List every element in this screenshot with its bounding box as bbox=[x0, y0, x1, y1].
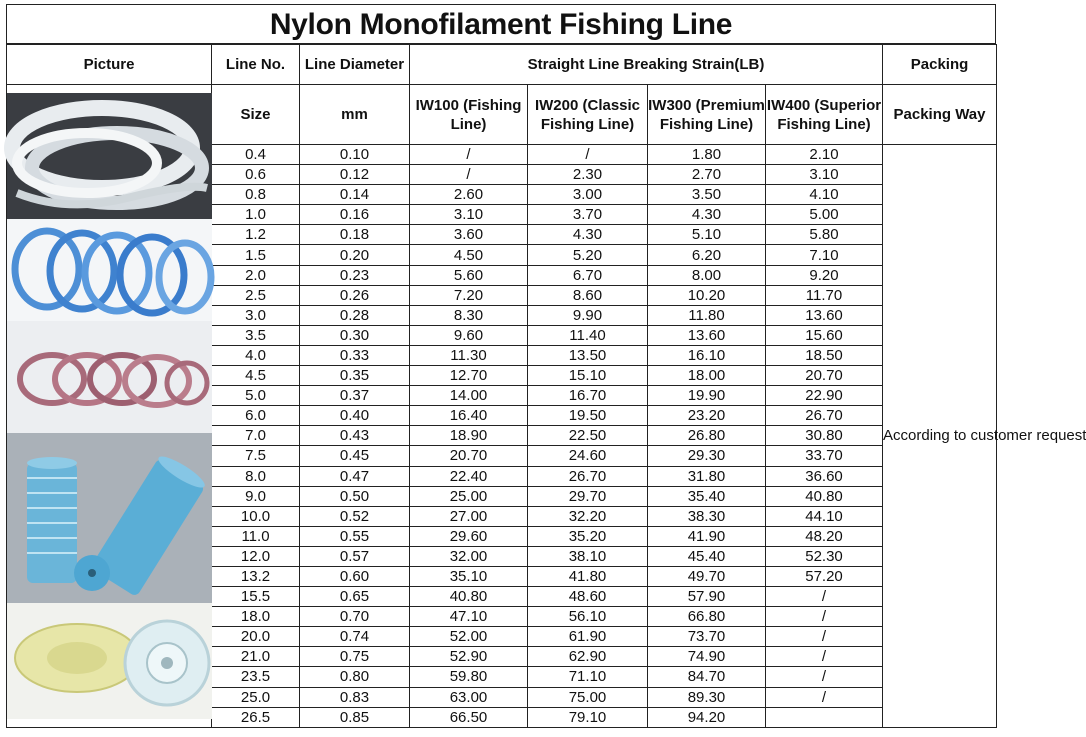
header-size: Size bbox=[212, 85, 300, 145]
size-cell: 1.0 bbox=[212, 205, 300, 225]
iw100-cell: 11.30 bbox=[410, 345, 528, 365]
iw400-cell: 57.20 bbox=[766, 566, 883, 586]
iw300-cell: 4.30 bbox=[648, 205, 766, 225]
diameter-cell: 0.18 bbox=[300, 225, 410, 245]
header-packing: Packing bbox=[883, 45, 997, 85]
iw100-cell: 4.50 bbox=[410, 245, 528, 265]
diameter-cell: 0.47 bbox=[300, 466, 410, 486]
iw400-cell: 20.70 bbox=[766, 366, 883, 386]
iw300-cell: 3.50 bbox=[648, 185, 766, 205]
iw400-cell: 7.10 bbox=[766, 245, 883, 265]
page-title: Nylon Monofilament Fishing Line bbox=[6, 4, 996, 44]
size-cell: 2.0 bbox=[212, 265, 300, 285]
iw400-cell: / bbox=[766, 587, 883, 607]
iw300-cell: 26.80 bbox=[648, 426, 766, 446]
size-cell: 15.5 bbox=[212, 587, 300, 607]
blue-spools-photo bbox=[7, 433, 212, 603]
iw200-cell: 4.30 bbox=[528, 225, 648, 245]
iw300-cell: 11.80 bbox=[648, 305, 766, 325]
diameter-cell: 0.28 bbox=[300, 305, 410, 325]
header-line-no: Line No. bbox=[212, 45, 300, 85]
iw400-cell: 48.20 bbox=[766, 526, 883, 546]
header-picture: Picture bbox=[7, 45, 212, 85]
iw100-cell: 63.00 bbox=[410, 687, 528, 707]
diameter-cell: 0.26 bbox=[300, 285, 410, 305]
diameter-cell: 0.23 bbox=[300, 265, 410, 285]
size-cell: 13.2 bbox=[212, 566, 300, 586]
iw400-cell: 18.50 bbox=[766, 345, 883, 365]
size-cell: 2.5 bbox=[212, 285, 300, 305]
header-mm: mm bbox=[300, 85, 410, 145]
iw100-cell: 3.60 bbox=[410, 225, 528, 245]
iw300-cell: 31.80 bbox=[648, 466, 766, 486]
iw200-cell: 35.20 bbox=[528, 526, 648, 546]
iw100-cell: 40.80 bbox=[410, 587, 528, 607]
iw200-cell: 26.70 bbox=[528, 466, 648, 486]
iw200-cell: 9.90 bbox=[528, 305, 648, 325]
iw100-cell: 29.60 bbox=[410, 526, 528, 546]
iw100-cell: / bbox=[410, 145, 528, 165]
iw400-cell: 5.00 bbox=[766, 205, 883, 225]
iw300-cell: 10.20 bbox=[648, 285, 766, 305]
size-cell: 20.0 bbox=[212, 627, 300, 647]
iw100-cell: 7.20 bbox=[410, 285, 528, 305]
iw100-cell: 22.40 bbox=[410, 466, 528, 486]
iw400-cell: 11.70 bbox=[766, 285, 883, 305]
iw300-cell: 89.30 bbox=[648, 687, 766, 707]
iw200-cell: 6.70 bbox=[528, 265, 648, 285]
iw200-cell: 3.00 bbox=[528, 185, 648, 205]
iw100-cell: 47.10 bbox=[410, 607, 528, 627]
iw400-cell: 13.60 bbox=[766, 305, 883, 325]
iw100-cell: 9.60 bbox=[410, 325, 528, 345]
iw300-cell: 41.90 bbox=[648, 526, 766, 546]
iw200-cell: 22.50 bbox=[528, 426, 648, 446]
iw200-cell: 61.90 bbox=[528, 627, 648, 647]
iw400-cell: 9.20 bbox=[766, 265, 883, 285]
diameter-cell: 0.35 bbox=[300, 366, 410, 386]
iw400-cell: 52.30 bbox=[766, 546, 883, 566]
size-cell: 0.4 bbox=[212, 145, 300, 165]
iw300-cell: 2.70 bbox=[648, 165, 766, 185]
iw200-cell: 16.70 bbox=[528, 386, 648, 406]
iw200-cell: 2.30 bbox=[528, 165, 648, 185]
iw300-cell: 74.90 bbox=[648, 647, 766, 667]
size-cell: 3.0 bbox=[212, 305, 300, 325]
iw200-cell: 62.90 bbox=[528, 647, 648, 667]
iw200-cell: 5.20 bbox=[528, 245, 648, 265]
diameter-cell: 0.20 bbox=[300, 245, 410, 265]
iw400-cell: / bbox=[766, 627, 883, 647]
iw300-cell: 66.80 bbox=[648, 607, 766, 627]
iw300-cell: 84.70 bbox=[648, 667, 766, 687]
packing-note-cell bbox=[883, 145, 1086, 728]
iw200-cell: 8.60 bbox=[528, 285, 648, 305]
size-cell: 7.0 bbox=[212, 426, 300, 446]
header-iw300: IW300 (Premium Fishing Line) bbox=[648, 85, 766, 145]
size-cell: 6.0 bbox=[212, 406, 300, 426]
iw400-cell: 22.90 bbox=[766, 386, 883, 406]
diameter-cell: 0.60 bbox=[300, 566, 410, 586]
iw200-cell: 41.80 bbox=[528, 566, 648, 586]
iw400-cell: 3.10 bbox=[766, 165, 883, 185]
iw400-cell: 36.60 bbox=[766, 466, 883, 486]
product-pictures bbox=[7, 85, 212, 728]
size-cell: 8.0 bbox=[212, 466, 300, 486]
iw100-cell: / bbox=[410, 165, 528, 185]
iw300-cell: 1.80 bbox=[648, 145, 766, 165]
iw100-cell: 2.60 bbox=[410, 185, 528, 205]
size-cell: 18.0 bbox=[212, 607, 300, 627]
header-iw400: IW400 (Superior Fishing Line) bbox=[766, 85, 883, 145]
size-cell: 3.5 bbox=[212, 325, 300, 345]
diameter-cell: 0.43 bbox=[300, 426, 410, 446]
header-breaking-strain: Straight Line Breaking Strain(LB) bbox=[410, 45, 883, 85]
diameter-cell: 0.57 bbox=[300, 546, 410, 566]
iw100-cell: 35.10 bbox=[410, 566, 528, 586]
iw200-cell: 19.50 bbox=[528, 406, 648, 426]
diameter-cell: 0.45 bbox=[300, 446, 410, 466]
diameter-cell: 0.14 bbox=[300, 185, 410, 205]
iw100-cell: 25.00 bbox=[410, 486, 528, 506]
iw300-cell: 49.70 bbox=[648, 566, 766, 586]
diameter-cell: 0.12 bbox=[300, 165, 410, 185]
header-packing-way: Packing Way bbox=[883, 85, 997, 145]
iw400-cell bbox=[766, 707, 883, 727]
size-cell: 4.0 bbox=[212, 345, 300, 365]
header-row-1 bbox=[7, 45, 997, 85]
diameter-cell: 0.50 bbox=[300, 486, 410, 506]
iw200-cell: 56.10 bbox=[528, 607, 648, 627]
size-cell: 4.5 bbox=[212, 366, 300, 386]
iw100-cell: 3.10 bbox=[410, 205, 528, 225]
diameter-cell: 0.37 bbox=[300, 386, 410, 406]
white-coiled-line-photo bbox=[7, 93, 212, 219]
header-iw100: IW100 (Fishing Line) bbox=[410, 85, 528, 145]
iw100-cell: 14.00 bbox=[410, 386, 528, 406]
iw200-cell: 48.60 bbox=[528, 587, 648, 607]
size-cell: 23.5 bbox=[212, 667, 300, 687]
diameter-cell: 0.10 bbox=[300, 145, 410, 165]
iw400-cell: 5.80 bbox=[766, 225, 883, 245]
diameter-cell: 0.16 bbox=[300, 205, 410, 225]
iw100-cell: 12.70 bbox=[410, 366, 528, 386]
iw100-cell: 52.00 bbox=[410, 627, 528, 647]
iw300-cell: 19.90 bbox=[648, 386, 766, 406]
iw400-cell: 26.70 bbox=[766, 406, 883, 426]
header-line-diameter: Line Diameter bbox=[300, 45, 410, 85]
iw100-cell: 18.90 bbox=[410, 426, 528, 446]
size-cell: 7.5 bbox=[212, 446, 300, 466]
iw200-cell: / bbox=[528, 145, 648, 165]
iw300-cell: 94.20 bbox=[648, 707, 766, 727]
iw300-cell: 23.20 bbox=[648, 406, 766, 426]
iw300-cell: 8.00 bbox=[648, 265, 766, 285]
iw200-cell: 38.10 bbox=[528, 546, 648, 566]
size-cell: 9.0 bbox=[212, 486, 300, 506]
iw400-cell: / bbox=[766, 647, 883, 667]
size-cell: 21.0 bbox=[212, 647, 300, 667]
size-cell: 0.6 bbox=[212, 165, 300, 185]
iw100-cell: 5.60 bbox=[410, 265, 528, 285]
blue-coiled-line-photo bbox=[7, 219, 212, 321]
diameter-cell: 0.75 bbox=[300, 647, 410, 667]
iw400-cell: / bbox=[766, 607, 883, 627]
iw200-cell: 75.00 bbox=[528, 687, 648, 707]
diameter-cell: 0.52 bbox=[300, 506, 410, 526]
iw300-cell: 5.10 bbox=[648, 225, 766, 245]
size-cell: 11.0 bbox=[212, 526, 300, 546]
diameter-cell: 0.85 bbox=[300, 707, 410, 727]
iw400-cell: 4.10 bbox=[766, 185, 883, 205]
iw300-cell: 38.30 bbox=[648, 506, 766, 526]
spec-table bbox=[6, 44, 1086, 728]
iw200-cell: 29.70 bbox=[528, 486, 648, 506]
iw200-cell: 15.10 bbox=[528, 366, 648, 386]
iw200-cell: 79.10 bbox=[528, 707, 648, 727]
size-cell: 10.0 bbox=[212, 506, 300, 526]
iw200-cell: 32.20 bbox=[528, 506, 648, 526]
iw300-cell: 73.70 bbox=[648, 627, 766, 647]
iw200-cell: 24.60 bbox=[528, 446, 648, 466]
iw300-cell: 16.10 bbox=[648, 345, 766, 365]
diameter-cell: 0.80 bbox=[300, 667, 410, 687]
iw100-cell: 16.40 bbox=[410, 406, 528, 426]
diameter-cell: 0.65 bbox=[300, 587, 410, 607]
iw400-cell: 2.10 bbox=[766, 145, 883, 165]
iw200-cell: 71.10 bbox=[528, 667, 648, 687]
iw100-cell: 32.00 bbox=[410, 546, 528, 566]
iw400-cell: / bbox=[766, 687, 883, 707]
iw300-cell: 29.30 bbox=[648, 446, 766, 466]
diameter-cell: 0.70 bbox=[300, 607, 410, 627]
iw200-cell: 3.70 bbox=[528, 205, 648, 225]
size-cell: 5.0 bbox=[212, 386, 300, 406]
yellow-line-and-clear-spool-photo bbox=[7, 603, 212, 719]
iw100-cell: 66.50 bbox=[410, 707, 528, 727]
diameter-cell: 0.74 bbox=[300, 627, 410, 647]
iw300-cell: 45.40 bbox=[648, 546, 766, 566]
diameter-cell: 0.33 bbox=[300, 345, 410, 365]
iw300-cell: 18.00 bbox=[648, 366, 766, 386]
iw100-cell: 8.30 bbox=[410, 305, 528, 325]
packing-note: According to customer request bbox=[883, 427, 1086, 445]
iw300-cell: 57.90 bbox=[648, 587, 766, 607]
size-cell: 26.5 bbox=[212, 707, 300, 727]
diameter-cell: 0.83 bbox=[300, 687, 410, 707]
size-cell: 25.0 bbox=[212, 687, 300, 707]
size-cell: 1.2 bbox=[212, 225, 300, 245]
diameter-cell: 0.55 bbox=[300, 526, 410, 546]
iw400-cell: 44.10 bbox=[766, 506, 883, 526]
iw400-cell: 30.80 bbox=[766, 426, 883, 446]
size-cell: 1.5 bbox=[212, 245, 300, 265]
size-cell: 0.8 bbox=[212, 185, 300, 205]
iw100-cell: 27.00 bbox=[410, 506, 528, 526]
header-row-2 bbox=[7, 85, 997, 145]
iw400-cell: 15.60 bbox=[766, 325, 883, 345]
iw300-cell: 13.60 bbox=[648, 325, 766, 345]
iw300-cell: 6.20 bbox=[648, 245, 766, 265]
iw300-cell: 35.40 bbox=[648, 486, 766, 506]
iw100-cell: 59.80 bbox=[410, 667, 528, 687]
diameter-cell: 0.30 bbox=[300, 325, 410, 345]
iw100-cell: 20.70 bbox=[410, 446, 528, 466]
pink-coiled-line-photo bbox=[7, 321, 212, 433]
iw400-cell: 33.70 bbox=[766, 446, 883, 466]
iw200-cell: 11.40 bbox=[528, 325, 648, 345]
iw200-cell: 13.50 bbox=[528, 345, 648, 365]
iw400-cell: 40.80 bbox=[766, 486, 883, 506]
iw100-cell: 52.90 bbox=[410, 647, 528, 667]
spec-sheet bbox=[6, 4, 1086, 733]
size-cell: 12.0 bbox=[212, 546, 300, 566]
header-iw200: IW200 (Classic Fishing Line) bbox=[528, 85, 648, 145]
iw400-cell: / bbox=[766, 667, 883, 687]
diameter-cell: 0.40 bbox=[300, 406, 410, 426]
